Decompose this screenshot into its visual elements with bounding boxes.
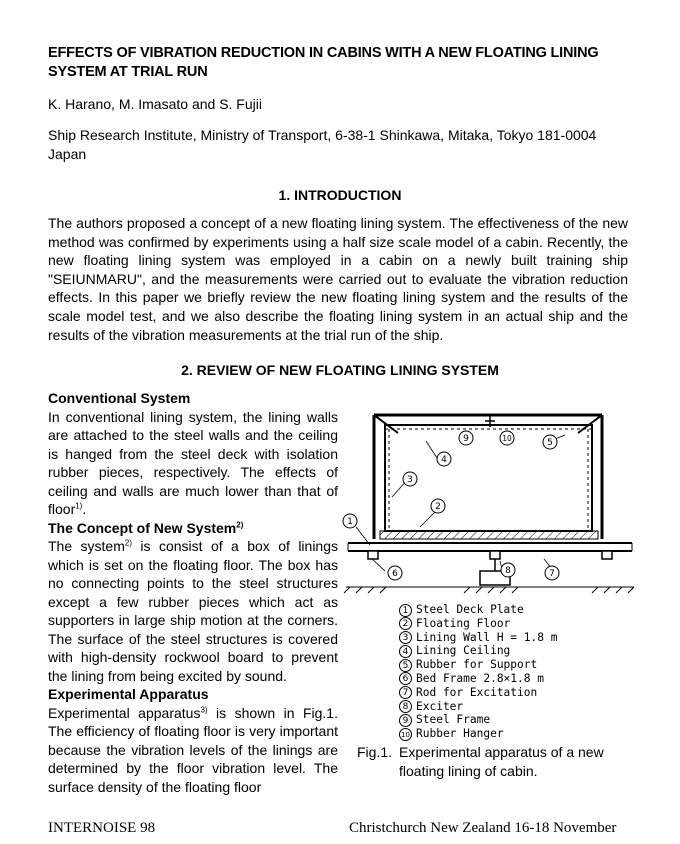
apparatus-diagram: [340, 405, 640, 595]
marker-5: [543, 435, 557, 449]
conventional-system-text: In conventional lining system, the lining walls are attached to the steel walls and the ceiling is hanged from the steel deck with isolation rubber pieces, respectively. The effects of ceiling and walls are much lower than that of floor$^{1)}$.: [48, 408, 338, 517]
affiliation-line-1: Ship Research Institute, Ministry of Transport, 6-38-1 Shinkawa, Mitaka, Tokyo 181-0004: [48, 127, 597, 143]
legend-item: [399, 686, 557, 700]
figure-legend: [399, 603, 557, 741]
legend-item: [399, 713, 557, 727]
caption-line-1: Experimental apparatus of a new: [399, 744, 604, 760]
svg-text:5: 5: [547, 438, 553, 448]
floating-floor: [380, 531, 598, 539]
legend-number: 8: [399, 700, 412, 713]
legend-text: Bed Frame 2.8×1.8 m: [416, 671, 544, 685]
legend-item: [399, 672, 557, 686]
new-system-text: The system$^{2)}$ is consist of a box of linings which is set on the floating floor. The box has no connecting points to the steel structures except a few rubber pieces which act as supporters in large ship motion at the corners. The surface of the steel structures is covered with high-density rockwool board to prevent the lining from being excited by sound.: [48, 538, 339, 684]
legend-item: [399, 700, 557, 714]
marker-10: [500, 431, 514, 445]
legend-number: 2: [399, 617, 412, 630]
legend-item: [399, 603, 557, 617]
conventional-system-heading: Conventional System: [48, 390, 191, 406]
legend-number: 9: [399, 714, 412, 727]
legend-text: Rubber Hanger: [416, 727, 504, 741]
section-2-heading: 2. REVIEW OF NEW FLOATING LINING SYSTEM: [181, 362, 499, 378]
support-blocks: [368, 551, 612, 559]
legend-number: 3: [399, 631, 412, 644]
legend-text: Rod for Excitation: [416, 685, 538, 699]
svg-text:3: 3: [407, 475, 413, 485]
introduction-text: The authors proposed a concept of a new floating lining system. The effectiveness of the new method was confirmed by experiments using a half size scale model of a cabin. Recently, the new floating lining system was employed in a cabin on a newly built training ship "SEIUNMARU", and the measurements were carried out to evaluate the vibration reduction effects. In this paper we briefly review the new floating lining system and the results of the scale model test, and we also describe the floating lining system in an actual ship and the results of the vibration measurements at the trial run of the ship.: [48, 215, 628, 343]
legend-item: [399, 727, 557, 741]
legend-number: 4: [399, 645, 412, 658]
svg-text:6: 6: [392, 569, 398, 579]
svg-text:4: 4: [441, 455, 447, 465]
marker-1: [343, 514, 357, 528]
ref-1: 1): [75, 501, 83, 511]
marker-9: [459, 431, 473, 445]
marker-3: [403, 472, 417, 486]
affiliation-line-2: Japan: [48, 146, 87, 162]
svg-text:2: 2: [435, 502, 441, 512]
left-column: [48, 389, 338, 796]
title-line-1: EFFECTS OF VIBRATION REDUCTION IN CABINS WITH A NEW FLOATING LINING: [48, 45, 599, 61]
marker-7: [545, 566, 559, 580]
caption-label: Fig.1.: [357, 744, 393, 760]
svg-text:7: 7: [549, 569, 555, 579]
legend-item: [399, 658, 557, 672]
marker-6: [388, 566, 402, 580]
caption-line-2: floating lining of cabin.: [399, 763, 538, 779]
footer-right: Christchurch New Zealand 16-18 November: [349, 820, 617, 836]
svg-text:8: 8: [505, 566, 511, 576]
experimental-apparatus-text: Experimental apparatus$^{3)}$ is shown in Fig.1. The efficiency of floating floor is very important because the vibration levels of the linings are determined by the floor vibration level. The surface density of the floating floor: [48, 704, 338, 795]
legend-number: 1: [399, 604, 412, 617]
legend-item: [399, 631, 557, 645]
steel-deck-plate: [348, 543, 632, 551]
legend-text: Lining Ceiling: [416, 644, 511, 658]
legend-number: 10: [399, 728, 412, 741]
figure-caption: [357, 743, 647, 781]
legend-text: Lining Wall H = 1.8 m: [416, 630, 558, 644]
paper-title: [48, 44, 648, 82]
marker-8: [501, 563, 515, 577]
legend-text: Steel Frame: [416, 713, 491, 727]
svg-text:10: 10: [502, 434, 512, 443]
legend-text: Steel Deck Plate: [416, 603, 524, 616]
marker-4: [437, 452, 451, 466]
legend-number: 7: [399, 686, 412, 699]
marker-2: [431, 499, 445, 513]
legend-item: [399, 617, 557, 631]
legend-text: Exciter: [416, 699, 464, 713]
ref-2: 2): [124, 538, 133, 548]
affiliation: [48, 126, 648, 164]
new-system-heading: The Concept of New System$^{2)}$: [48, 519, 244, 536]
ref-3: 3): [200, 704, 208, 714]
legend-number: 5: [399, 659, 412, 672]
experimental-apparatus-heading: Experimental Apparatus: [48, 686, 209, 702]
section-1-heading: 1. INTRODUCTION: [278, 187, 402, 203]
legend-number: 6: [399, 672, 412, 685]
legend-item: [399, 644, 557, 658]
title-line-2: SYSTEM AT TRIAL RUN: [48, 64, 208, 80]
ground: [344, 587, 634, 593]
legend-text: Floating Floor: [416, 616, 511, 630]
svg-text:1: 1: [347, 517, 353, 527]
svg-text:9: 9: [463, 434, 469, 444]
authors: K. Harano, M. Imasato and S. Fujii: [48, 96, 262, 112]
footer-left: INTERNOISE 98: [48, 820, 156, 836]
legend-text: Rubber for Support: [416, 658, 538, 672]
